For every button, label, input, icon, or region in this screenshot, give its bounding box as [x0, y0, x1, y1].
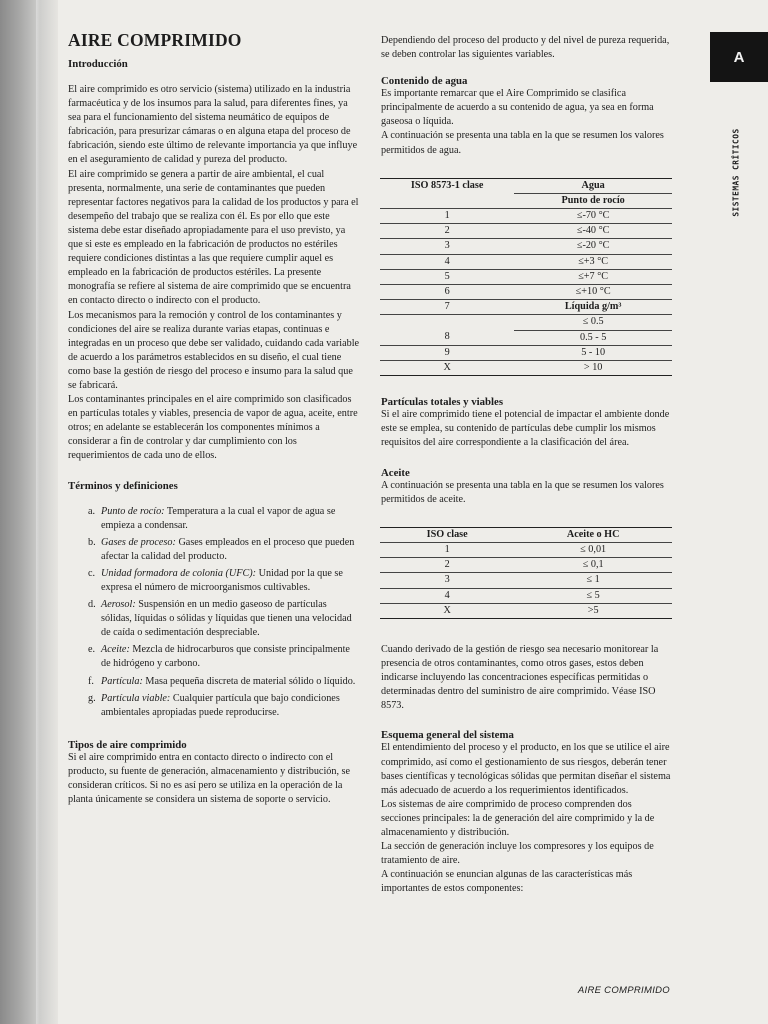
definition-item: e. Aceite: Mezcla de hidrocarburos que consiste principalmente de hidrógeno y carbono. — [88, 644, 350, 670]
water-paragraph: Es importante remarcar que el Aire Comprimido se clasifica principalmente de acuerdo a su contenido de agua, ya sea en forma gaseosa o líquida. — [381, 88, 654, 128]
scheme-paragraph: El entendimiento del proceso y el producto, en los que se utilice el aire comprimido, así como el gestionamiento de sus riesgos, deberán tener bases científicas y tecnológicas sólidas que permitan diseñar el sistema más adecuado de acuerdo a los requerimientos identificados. — [381, 742, 671, 796]
definition-item: g. Partícula viable: Cualquier partícula que bajo condiciones ambientales apropiadas puede reproducirse. — [88, 692, 340, 718]
table-header: Agua — [514, 178, 672, 193]
table-row: 4 ≤+3 °C — [380, 254, 672, 269]
table-row: 8 0.5 - 5 — [380, 330, 672, 345]
side-section-label-text: SISTEMAS CRÍTICOS — [731, 127, 741, 217]
table-header: ISO 8573-1 clase — [380, 178, 514, 193]
definitions-list — [68, 505, 360, 720]
scheme-paragraph: La sección de generación incluye los compresores y los equipos de tratamiento de aire. — [381, 841, 654, 867]
table-row: X >5 — [380, 603, 672, 618]
scheme-heading: Esquema general del sistema — [381, 729, 514, 742]
oil-paragraph: A continuación se presenta una tabla en la que se resumen los valores permitidos de aceite. — [381, 479, 664, 505]
particles-paragraph: Si el aire comprimido tiene el potencial de impactar el ambiente donde este se emplea, su contenido de partículas debe cumplir los mismos requisitos del aire correspondiente a la clasificación del área. — [381, 409, 670, 449]
table-header: ISO clase — [380, 527, 514, 542]
table-subheader: Líquida g/m³ — [514, 300, 672, 315]
intro-paragraph: Los mecanismos para la remoción y control de los contaminantes y condiciones del aire se realiza durante varias etapas, continuas e integradas en un proceso que debe ser validado, cuidando cada variable de acuerdo a los parámetros establecidos en su diseño, el cual tiene como base la gestión de riesgo del proceso e insumo para la salud que se fabricará. — [68, 309, 360, 391]
water-table — [380, 178, 672, 377]
page-title: AIRE COMPRIMIDO — [68, 30, 242, 50]
right-column — [381, 34, 671, 896]
definition-item: f. Partícula: Masa pequeña discreta de material sólido o líquido. — [88, 675, 356, 687]
table-header: Aceite o HC — [514, 527, 672, 542]
definition-item: c. Unidad formadora de colonia (UFC): Unidad por la que se expresa el número de microorganismos cultivables. — [88, 567, 343, 593]
definition-item: a. Punto de rocío: Temperatura a la cual el vapor de agua se empieza a condensar. — [88, 505, 336, 531]
table-row: 7 Líquida g/m³ — [380, 300, 672, 315]
page-binding-shadow — [0, 0, 58, 1024]
risk-paragraph: Cuando derivado de la gestión de riesgo sea necesario monitorear la presencia de otros contaminantes, como otros gases, estos deben indicarse incluyendo las concentraciones específicas permitidas o determinadas dentro del suministro de aire comprimido. Véase ISO 8573. — [381, 643, 659, 712]
table-row — [380, 193, 672, 208]
terms-heading: Términos y definiciones — [68, 479, 178, 492]
table-row: ≤ 0.5 — [380, 315, 672, 330]
scheme-paragraph: Los sistemas de aire comprimido de proceso comprenden dos secciones principales: la de generación del aire comprimido y la de almacenamiento y distribución. — [381, 798, 655, 839]
table-row: 5 ≤+7 °C — [380, 269, 672, 284]
oil-table — [380, 527, 672, 619]
definition-item: d. Aerosol: Suspensión en un medio gaseoso de partículas sólidas, líquidas o sólidas y líquidas que tienen una velocidad de caída o sedimentación despreciable. — [88, 599, 352, 639]
table-row: 4 ≤ 5 — [380, 588, 672, 603]
intro-paragraph: El aire comprimido se genera a partir de aire ambiental, el cual presenta, normalmente, una serie de contaminantes que pueden representar factores negativos para la calidad de los productos y para el desempeño del trabajo que se realiza con él. Es por ello que este sistema debe estar diseñado apropiadamente para el uso previsto, ya que si este es empleado en la fabricación de productos no estériles requiere condiciones distintas a las que requiere cumplir aquel es empleado en la fabricación de productos estériles. La presente monografía se refiere al sistema de aire comprimido que se encuentra en contacto directo o indirecto con el producto. — [68, 168, 359, 307]
table-row: 1 ≤-70 °C — [380, 209, 672, 224]
table-row: X > 10 — [380, 361, 672, 376]
table-row: 6 ≤+10 °C — [380, 285, 672, 300]
table-row: 1 ≤ 0,01 — [380, 542, 672, 557]
intro-paragraph: Los contaminantes principales en el aire comprimido son clasificados en partículas totales y viables, presencia de vapor de agua, aceite, entre otros; en adelante se establecerán los componentes mínimos a considerar a fin de controlar y dar cumplimiento con los requerimientos de cada uno de ellos. — [68, 394, 358, 462]
table-row: 3 ≤ 1 — [380, 573, 672, 588]
intro-paragraph: El aire comprimido es otro servicio (sistema) utilizado en la industria farmacéutica y de los insumos para la salud, para diferentes fines, ya sea para el funcionamiento del sistema neumático de equipos de fabricación, para presurizar cámaras o en alguna etapa del proceso de fabricación, siendo este último de relevante importancia ya que influye en el aseguramiento de calidad y pureza del producto. — [68, 84, 358, 166]
section-letter-tab — [710, 32, 768, 82]
water-paragraph: A continuación se presenta una tabla en la que se resumen los valores permitidos de agua. — [381, 130, 664, 156]
particles-heading: Partículas totales y viables — [381, 396, 504, 409]
intro-heading: Introducción — [68, 58, 128, 70]
scheme-paragraph: A continuación se enuncian algunas de las características más importantes de estos componentes: — [381, 869, 633, 895]
table-row: 2 ≤ 0,1 — [380, 558, 672, 573]
running-footer: AIRE COMPRIMIDO — [577, 985, 670, 996]
water-heading: Contenido de agua — [381, 75, 468, 88]
table-subheader: Punto de rocío — [514, 193, 672, 208]
side-section-label — [729, 122, 743, 222]
table-row: 3 ≤-20 °C — [380, 239, 672, 254]
variables-intro: Dependiendo del proceso del producto y del nivel de pureza requerida, se deben controlar las siguientes variables. — [381, 35, 670, 61]
definition-item: b. Gases de proceso: Gases empleados en el proceso que pueden afectar la calidad del producto. — [88, 536, 355, 562]
left-column — [68, 30, 360, 807]
types-heading: Tipos de aire comprimido — [68, 738, 187, 751]
oil-heading: Aceite — [381, 466, 410, 479]
types-paragraph: Si el aire comprimido entra en contacto directo o indirecto con el producto, su fuente de generación, almacenamiento y distribución, se consideran críticos. Si no es así pero se utiliza en la operación de la planta únicamente se considera un sistema de soporte o servicio. — [68, 751, 351, 806]
table-row: 9 5 - 10 — [380, 345, 672, 360]
section-letter: A — [733, 48, 745, 66]
table-row: 2 ≤-40 °C — [380, 224, 672, 239]
